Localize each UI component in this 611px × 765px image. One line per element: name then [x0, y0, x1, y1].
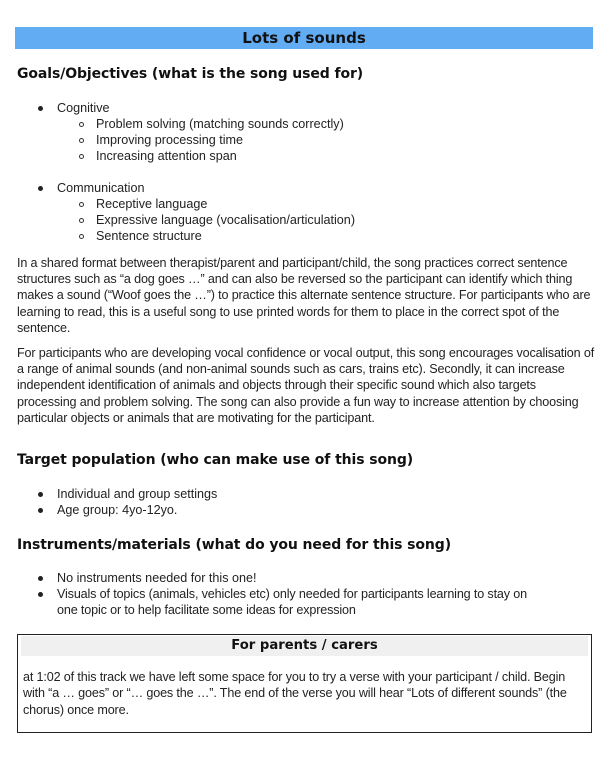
instruments-heading: Instruments/materials (what do you need for this song) [17, 537, 451, 553]
goals-cognitive-list [0, 100, 611, 164]
sub-bullet-icon [79, 122, 84, 127]
bullet-icon [38, 106, 43, 111]
list-item-text: Increasing attention span [96, 149, 237, 163]
sub-bullet-icon [79, 202, 84, 207]
parents-carers-heading: For parents / carers [231, 638, 378, 653]
list-item-text: No instruments needed for this one! [57, 571, 257, 585]
group-label-communication: Communication [57, 181, 145, 195]
goals-communication-list [0, 180, 611, 244]
group-label-cognitive: Cognitive [57, 101, 110, 115]
parents-carers-box [17, 634, 592, 733]
target-list [0, 486, 611, 518]
goals-paragraph-2: For participants who are developing vocal confidence or vocal output, this song encourages vocalisation of a range of animal sounds (and non-animal sounds such as cars, trains etc). Secondly, it can increase independent identification of animals and objects through their specific sound which also targets processing and problem solving. The song can also provide a fun way to increase attention by choosing particular objects or animals that are motivating for the participant. [17, 346, 595, 425]
list-item [0, 570, 611, 586]
bullet-icon [38, 576, 43, 581]
list-item [0, 180, 611, 196]
list-item [0, 486, 611, 502]
sub-bullet-icon [79, 234, 84, 239]
bullet-icon [38, 508, 43, 513]
sub-bullet-icon [79, 218, 84, 223]
list-item-text: Improving processing time [96, 133, 243, 147]
list-item-text: Visuals of topics (animals, vehicles etc) only needed for participants learning to stay on [57, 587, 527, 601]
list-item [0, 148, 611, 164]
list-item [0, 586, 611, 602]
list-item [0, 212, 611, 228]
parents-carers-header [21, 636, 588, 656]
list-item-text: Individual and group settings [57, 487, 218, 501]
bullet-icon [38, 592, 43, 597]
goals-heading: Goals/Objectives (what is the song used for) [17, 66, 364, 82]
list-item-continuation [0, 602, 611, 618]
goals-paragraph-1: In a shared format between therapist/parent and participant/child, the song practices correct sentence structures such as “a dog goes …” and can also be reversed so the participant can identify which thing makes a sound (“Woof goes the …”) to practice this alternate sentence structure. For participants who are learning to read, this is a useful song to use printed words for them to place in the correct spot of the sentence. [17, 256, 591, 335]
list-item-text: Receptive language [96, 197, 208, 211]
sub-bullet-icon [79, 138, 84, 143]
instruments-list [0, 570, 611, 618]
list-item-text: Age group: 4yo-12yo. [57, 503, 178, 517]
title-banner [15, 27, 593, 49]
list-item-text: one topic or to help facilitate some ideas for expression [57, 603, 356, 617]
list-item [0, 116, 611, 132]
list-item-text: Sentence structure [96, 229, 202, 243]
bullet-icon [38, 186, 43, 191]
list-item [0, 196, 611, 212]
sub-bullet-icon [79, 154, 84, 159]
list-item-text: Problem solving (matching sounds correctly) [96, 117, 344, 131]
list-item [0, 502, 611, 518]
bullet-icon [38, 492, 43, 497]
parents-carers-text: at 1:02 of this track we have left some space for you to try a verse with your participant / child. Begin with “a … goes” or “… goes the …”. The end of the verse you will hear “Lots of different sounds” (the chorus) once more. [23, 670, 567, 717]
page-title: Lots of sounds [242, 29, 366, 47]
list-item [0, 228, 611, 244]
target-heading: Target population (who can make use of this song) [17, 452, 414, 468]
list-item [0, 132, 611, 148]
list-item-text: Expressive language (vocalisation/articulation) [96, 213, 356, 227]
list-item [0, 100, 611, 116]
